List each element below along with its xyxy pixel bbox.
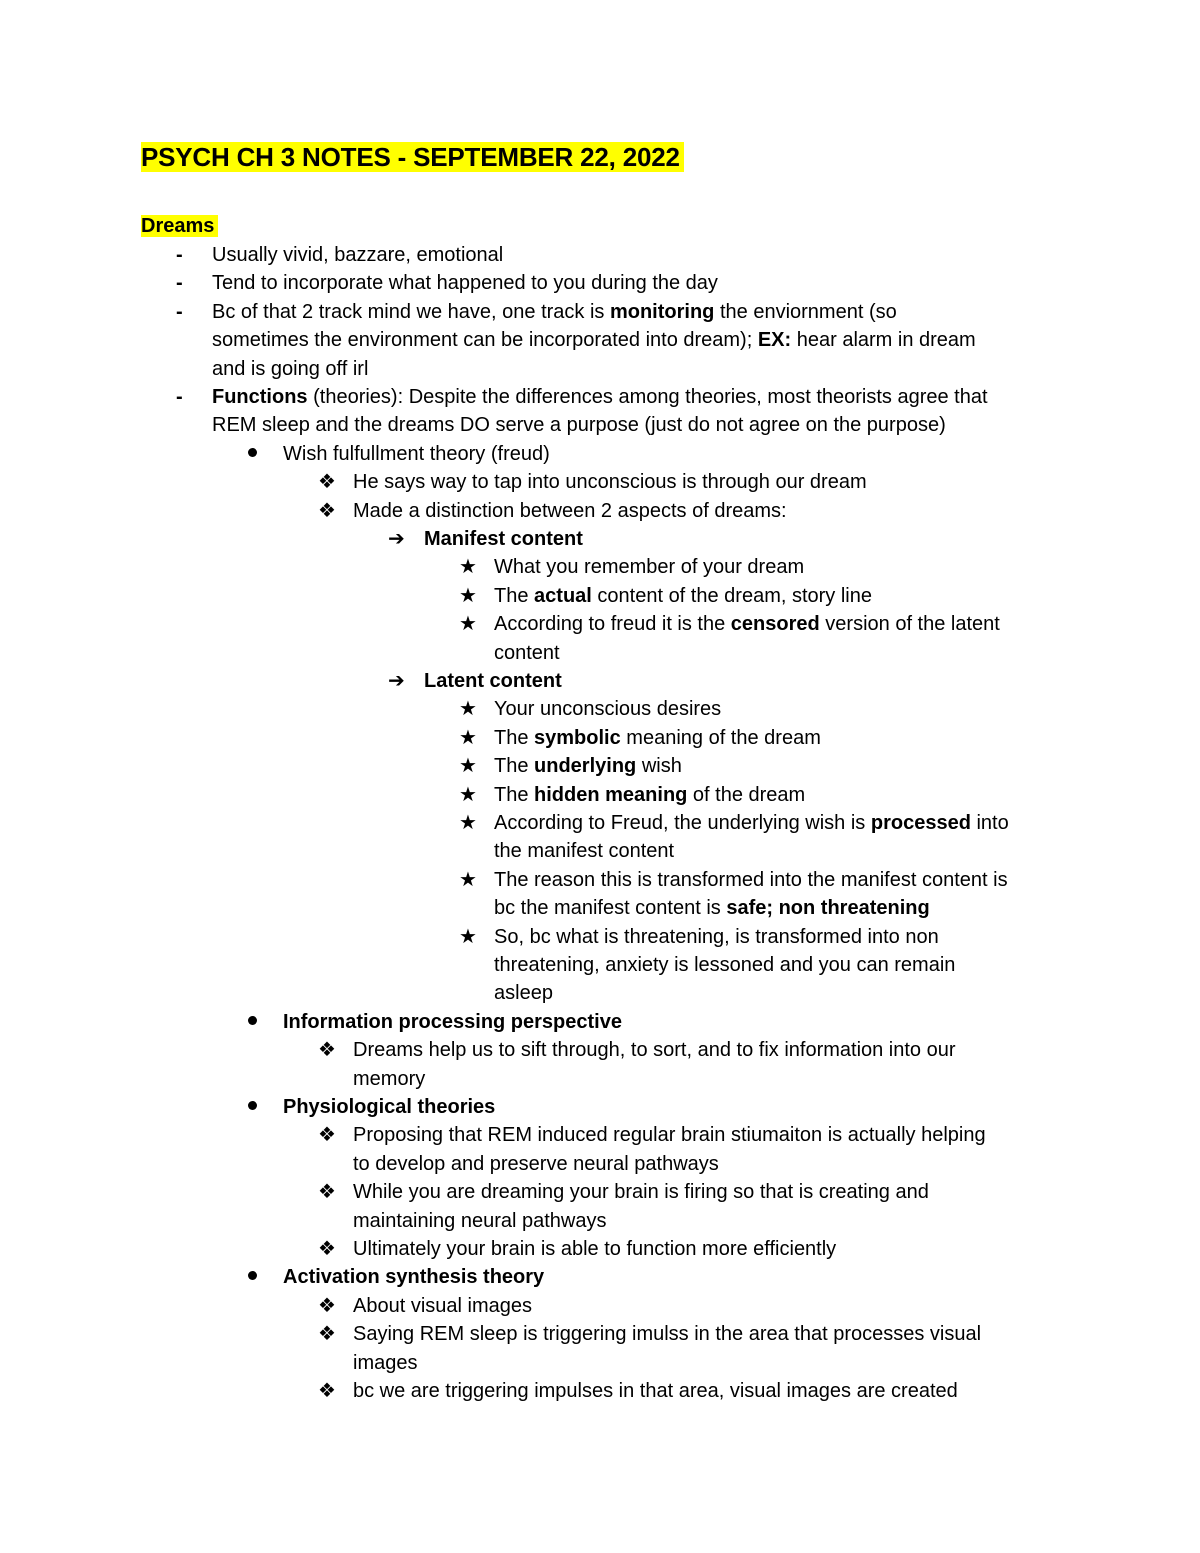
section-heading: [141, 212, 218, 240]
list-item: [0, 979, 1200, 1007]
list-item-text: [494, 582, 872, 610]
page-title: [141, 140, 684, 174]
text-run: wish: [636, 755, 682, 778]
list-item: [0, 1235, 1200, 1263]
list-item: [0, 752, 1200, 780]
list-item: [0, 866, 1200, 894]
text-run: images: [353, 1351, 418, 1374]
text-run: The reason this is transformed into the manifest content is: [494, 868, 1008, 891]
text-run: The: [494, 726, 535, 749]
text-run: (theories): Despite the differences among theories, most theorists agree that: [307, 386, 988, 408]
text-run: to develop and preserve neural pathways: [353, 1152, 719, 1175]
list-item-text: [283, 1008, 622, 1036]
text-run: content: [494, 641, 560, 664]
bold-text: Latent content: [424, 670, 562, 692]
dash-bullet-icon: -: [176, 272, 183, 295]
list-item: [0, 724, 1200, 752]
bold-text: Manifest content: [424, 528, 583, 550]
list-item-text: [353, 1178, 929, 1206]
bold-text: Physiological theories: [283, 1096, 496, 1118]
text-run: According to Freud, the underlying wish is: [494, 812, 871, 834]
text-run: So, bc what is threatening, is transformed into non: [494, 925, 939, 948]
list-item: [0, 1036, 1200, 1064]
list-item-text: [353, 1235, 836, 1263]
list-item-text: [212, 411, 946, 439]
text-run: hear alarm in dream: [791, 329, 976, 352]
list-item-text: [353, 1292, 532, 1320]
list-item-text: [212, 355, 368, 383]
text-run: What you remember of your dream: [494, 556, 805, 579]
text-run: content of the dream, story line: [591, 584, 872, 607]
list-item: [0, 809, 1200, 837]
arrow-bullet-icon: ➔: [388, 670, 405, 692]
text-run: The: [494, 584, 535, 607]
list-item: [0, 440, 1200, 468]
arrow-bullet-icon: ➔: [388, 528, 405, 550]
text-run: bc the manifest content is: [494, 897, 727, 920]
list-item: [0, 1263, 1200, 1291]
diamond-bullet-icon: ❖: [318, 1039, 336, 1062]
list-item: [0, 553, 1200, 581]
list-item-text: [353, 1320, 981, 1348]
dot-bullet-icon: [248, 1016, 260, 1028]
bold-text: symbolic: [534, 726, 621, 749]
bold-text: processed: [870, 812, 971, 834]
list-item-text: [212, 383, 988, 411]
list-item: [0, 1121, 1200, 1149]
list-item: [0, 1150, 1200, 1178]
diamond-bullet-icon: ❖: [318, 1238, 336, 1260]
list-item: [0, 468, 1200, 496]
dot-bullet-icon: [248, 448, 260, 460]
list-item: [0, 1292, 1200, 1320]
list-item-text: [424, 667, 562, 695]
diamond-bullet-icon: ❖: [318, 1294, 336, 1317]
list-item-text: [494, 724, 821, 752]
list-item-text: [212, 326, 976, 354]
list-item: [0, 639, 1200, 667]
list-item-text: [494, 781, 805, 809]
star-bullet-icon: ★: [459, 812, 477, 834]
list-item: [0, 894, 1200, 922]
list-item-text: [424, 525, 583, 553]
text-run: Wish fulfullment theory (freud): [283, 442, 550, 465]
text-run: and is going off irl: [212, 357, 369, 380]
list-item-text: [212, 269, 718, 297]
list-item-text: [494, 837, 674, 865]
list-item-text: [494, 639, 560, 667]
list-item: [0, 355, 1200, 383]
text-run: into: [970, 812, 1009, 834]
list-item: [0, 525, 1200, 553]
list-item: [0, 269, 1200, 297]
text-run: REM sleep and the dreams DO serve a purpose (just do not agree on the purpose): [212, 414, 946, 437]
text-run: asleep: [494, 982, 553, 1005]
star-bullet-icon: ★: [459, 584, 477, 607]
text-run: the manifest content: [494, 840, 675, 863]
text-run: Bc of that 2 track mind we have, one track is: [212, 300, 610, 323]
list-item: [0, 411, 1200, 439]
star-bullet-icon: ★: [459, 556, 477, 579]
list-item-text: [212, 298, 897, 326]
star-bullet-icon: ★: [459, 613, 477, 636]
bold-text: Functions: [212, 386, 308, 408]
list-item-text: [353, 1036, 956, 1064]
diamond-bullet-icon: ❖: [318, 1181, 336, 1204]
star-bullet-icon: ★: [459, 726, 477, 749]
list-item-text: [353, 468, 867, 496]
text-run: While you are dreaming your brain is firing so that is creating and: [353, 1181, 929, 1204]
text-run: The: [494, 755, 535, 778]
dash-bullet-icon: -: [176, 300, 183, 323]
star-bullet-icon: ★: [459, 925, 477, 948]
list-item-text: [494, 809, 1009, 837]
list-item: [0, 383, 1200, 411]
list-item-text: [283, 440, 550, 468]
list-item: [0, 241, 1200, 269]
text-run: meaning of the dream: [620, 726, 821, 749]
star-bullet-icon: ★: [459, 783, 477, 806]
title-highlight: PSYCH CH 3 NOTES - SEPTEMBER 22, 2022: [141, 142, 684, 172]
star-bullet-icon: ★: [459, 755, 477, 778]
text-run: of the dream: [687, 783, 806, 806]
list-item: [0, 1008, 1200, 1036]
list-item-text: [494, 695, 721, 723]
star-bullet-icon: ★: [459, 868, 477, 891]
text-run: Usually vivid, bazzare, emotional: [212, 244, 504, 266]
list-item-text: [494, 752, 682, 780]
list-item-text: [353, 1065, 425, 1093]
bold-text: censored: [730, 613, 820, 636]
diamond-bullet-icon: ❖: [318, 1124, 336, 1147]
list-item: [0, 298, 1200, 326]
list-item-text: [494, 553, 804, 581]
list-item: [0, 1093, 1200, 1121]
list-item: [0, 1207, 1200, 1235]
diamond-bullet-icon: ❖: [318, 499, 336, 522]
list-item-text: [494, 923, 939, 951]
list-item: [0, 1320, 1200, 1348]
diamond-bullet-icon: ❖: [318, 471, 336, 494]
star-bullet-icon: ★: [459, 698, 477, 721]
list-item-text: [283, 1263, 544, 1291]
text-run: About visual images: [353, 1294, 532, 1317]
bold-text: hidden meaning: [534, 783, 688, 806]
list-item: [0, 837, 1200, 865]
list-item: [0, 923, 1200, 951]
section-highlight: Dreams: [141, 215, 218, 237]
dot-bullet-icon: [248, 1271, 260, 1283]
text-run: bc we are triggering impulses in that area, visual images are created: [353, 1380, 958, 1402]
list-item-text: [494, 894, 930, 922]
diamond-bullet-icon: ❖: [318, 1323, 336, 1346]
bold-text: Information processing perspective: [283, 1010, 622, 1033]
list-item-text: [494, 866, 1008, 894]
text-run: threatening, anxiety is lessoned and you can remain: [494, 954, 956, 976]
list-item-text: [353, 497, 787, 525]
text-run: Proposing that REM induced regular brain stiumaiton is actually helping: [353, 1124, 986, 1147]
list-item-text: [353, 1150, 719, 1178]
text-run: Ultimately your brain is able to function more efficiently: [353, 1238, 837, 1260]
list-item: [0, 1349, 1200, 1377]
list-item-text: [353, 1349, 417, 1377]
list-item-text: [353, 1207, 607, 1235]
dash-bullet-icon: -: [176, 386, 183, 408]
list-item: [0, 695, 1200, 723]
text-run: Made a distinction between 2 aspects of dreams:: [353, 499, 787, 522]
list-item-text: [353, 1121, 986, 1149]
text-run: the enviornment (so: [714, 300, 897, 323]
list-item: [0, 497, 1200, 525]
list-item: [0, 1377, 1200, 1405]
text-run: According to freud it is the: [494, 613, 731, 636]
text-run: He says way to tap into unconscious is through our dream: [353, 471, 867, 494]
list-item: [0, 582, 1200, 610]
list-item: [0, 1065, 1200, 1093]
list-item: [0, 1178, 1200, 1206]
list-item-text: [494, 610, 1000, 638]
list-item-text: [212, 241, 503, 269]
text-run: sometimes the environment can be incorporated into dream);: [212, 329, 758, 352]
dash-bullet-icon: -: [176, 244, 183, 266]
list-item: [0, 610, 1200, 638]
list-item: [0, 326, 1200, 354]
text-run: Your unconscious desires: [494, 698, 722, 721]
dot-bullet-icon: [248, 1101, 260, 1113]
list-item-text: [494, 979, 553, 1007]
text-run: The: [494, 783, 535, 806]
list-item: [0, 951, 1200, 979]
list-item: [0, 781, 1200, 809]
bold-text: underlying: [534, 755, 637, 778]
bold-text: monitoring: [609, 300, 715, 323]
diamond-bullet-icon: ❖: [318, 1380, 336, 1402]
bold-text: Activation synthesis theory: [283, 1266, 545, 1289]
text-run: version of the latent: [819, 613, 1000, 636]
text-run: memory: [353, 1067, 426, 1090]
list-item-text: [353, 1377, 958, 1405]
list-item-text: [494, 951, 955, 979]
bold-text: EX:: [757, 329, 792, 352]
text-run: Dreams help us to sift through, to sort, and to fix information into our: [353, 1039, 956, 1062]
list-item: [0, 667, 1200, 695]
bold-text: actual: [534, 584, 592, 607]
list-item-text: [283, 1093, 495, 1121]
text-run: Saying REM sleep is triggering imulss in the area that processes visual: [353, 1323, 982, 1346]
bold-text: safe; non threatening: [726, 897, 930, 920]
text-run: maintaining neural pathways: [353, 1209, 607, 1232]
text-run: Tend to incorporate what happened to you during the day: [212, 272, 718, 295]
